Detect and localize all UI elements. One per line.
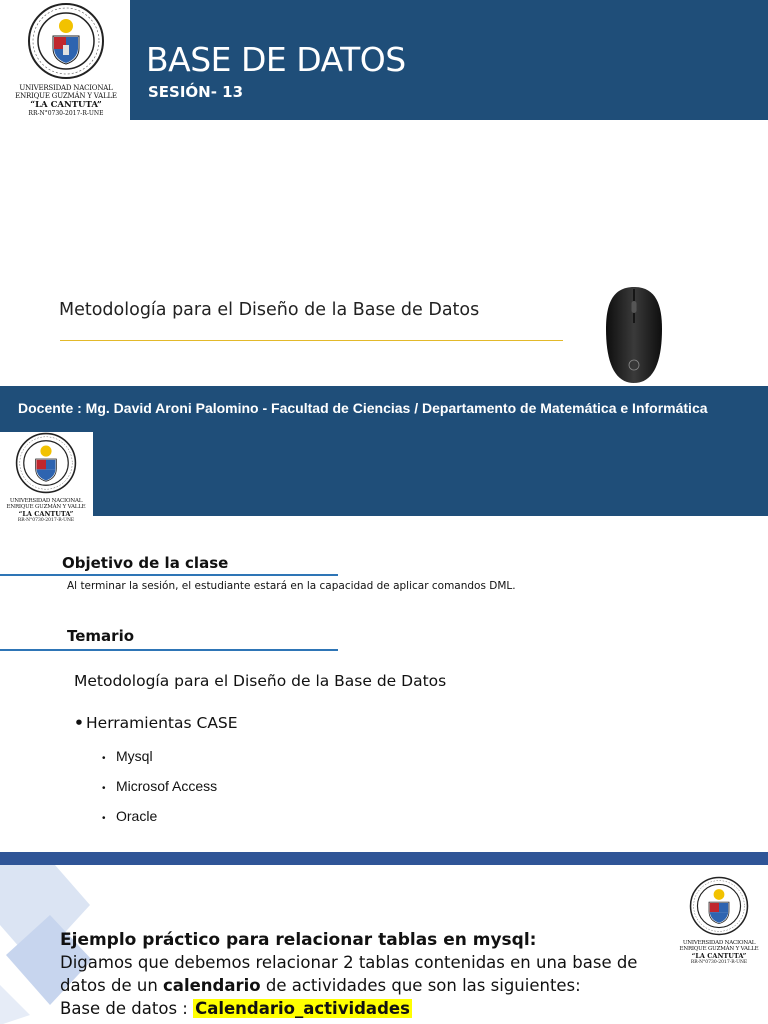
university-seal-icon [689, 876, 749, 936]
bullet-icon: • [102, 753, 106, 764]
slide-3 [0, 852, 768, 1024]
objective-divider [0, 574, 338, 576]
tools-heading-label: Herramientas CASE [86, 714, 238, 732]
computer-mouse-icon [600, 283, 668, 387]
logo-line-4: RR-N°0730-2017-R-UNE [28, 110, 104, 117]
objective-text: Al terminar la sesión, el estudiante estará en la capacidad de aplicar comandos DML. [67, 580, 516, 592]
line-3-prefix: Base de datos : [60, 999, 194, 1018]
top-band [0, 852, 768, 865]
list-item [102, 808, 157, 824]
university-logo [2, 432, 90, 524]
bullet-icon: • [102, 813, 106, 824]
logo-line-1: UNIVERSIDAD NACIONAL [9, 498, 83, 504]
university-seal-icon [27, 2, 105, 80]
slide-2 [0, 432, 768, 864]
objective-heading: Objetivo de la clase [62, 554, 229, 572]
database-name-highlight: Calendario_actividades [195, 999, 410, 1018]
header-band [0, 432, 768, 516]
list-item [102, 748, 153, 764]
logo-line-3: “LA CANTUTA” [18, 510, 74, 518]
logo-line-1: UNIVERSIDAD NACIONAL [19, 84, 113, 92]
logo-line-2: ENRIQUE GUZMÁN Y VALLE [6, 504, 86, 510]
logo-line-2: ENRIQUE GUZMÁN Y VALLE [679, 946, 759, 952]
line-2-bold: calendario [163, 976, 261, 995]
tool-label: Microsof Access [116, 778, 218, 794]
temario-divider [0, 649, 338, 651]
slide-title: BASE DE DATOS [146, 40, 406, 79]
logo-line-3: “LA CANTUTA” [691, 952, 747, 960]
bullet-icon: • [74, 714, 84, 732]
line-2-suffix: de actividades que son las siguientes: [260, 976, 581, 995]
university-logo [5, 2, 127, 118]
docente-text: Docente : Mg. David Aroni Palomino - Facultad de Ciencias / Departamento de Matemática e Informática [18, 400, 708, 416]
logo-line-1: UNIVERSIDAD NACIONAL [682, 940, 756, 946]
topic-divider [60, 340, 563, 341]
bullet-icon: • [102, 783, 106, 794]
tools-heading [74, 714, 238, 732]
logo-box [0, 432, 93, 523]
example-line-3 [60, 999, 412, 1018]
university-logo [676, 876, 762, 966]
session-label: SESIÓN- 13 [148, 83, 244, 101]
example-line-2 [60, 976, 581, 995]
example-title: Ejemplo práctico para relacionar tablas en mysql: [60, 930, 537, 950]
logo-line-4: RR-N°0730-2017-R-UNE [690, 960, 748, 965]
tool-label: Oracle [116, 808, 158, 824]
temario-heading: Temario [67, 627, 135, 645]
example-line-1: Digamos que debemos relacionar 2 tablas contenidas en una base de [60, 953, 638, 972]
slide-1 [0, 0, 768, 432]
tool-label: Mysql [116, 748, 153, 764]
list-item [102, 778, 217, 794]
logo-line-4: RR-N°0730-2017-R-UNE [17, 518, 75, 523]
university-seal-icon [15, 432, 77, 494]
topic-text: Metodología para el Diseño de la Base de Datos [59, 300, 480, 320]
title-header [130, 0, 768, 120]
methodology-item: Metodología para el Diseño de la Base de Datos [74, 672, 447, 690]
logo-line-2: ENRIQUE GUZMÁN Y VALLE [15, 92, 117, 100]
footer-band [0, 386, 768, 432]
logo-line-3: “LA CANTUTA” [30, 100, 102, 110]
line-2-prefix: datos de un [60, 976, 164, 995]
